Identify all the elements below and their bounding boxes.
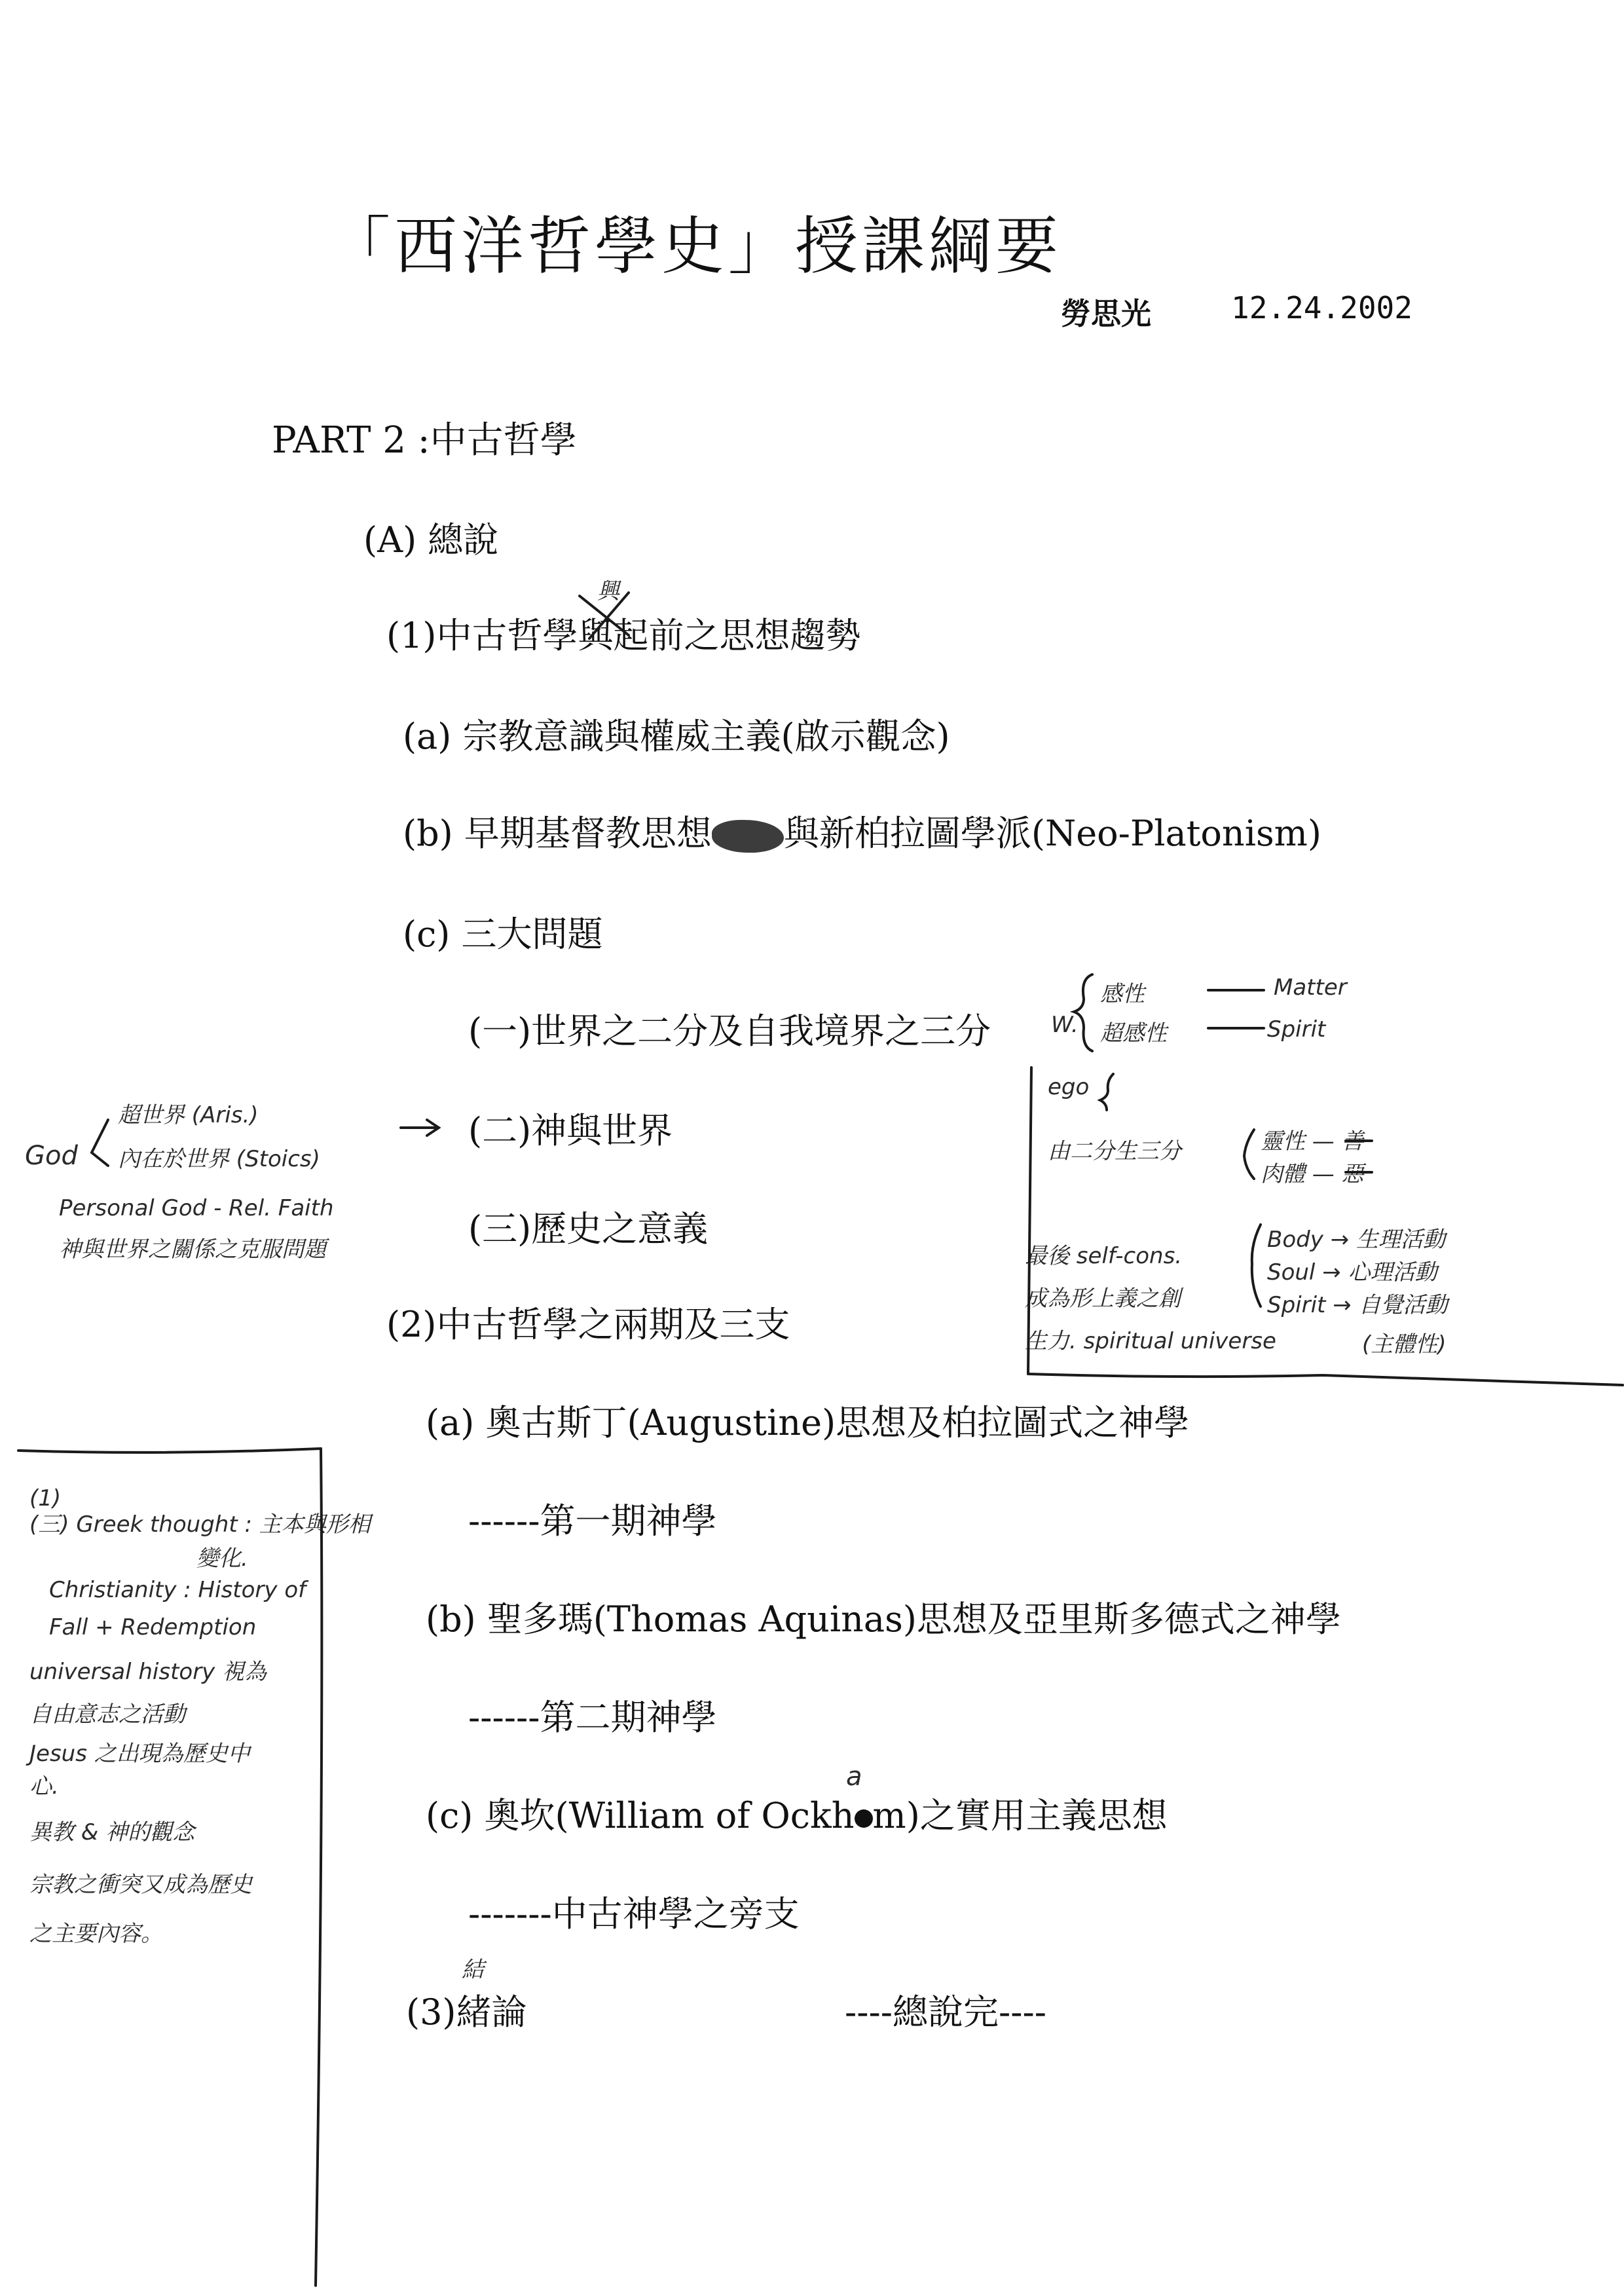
left-note-line: (1) (29, 1485, 62, 1511)
item-2: (2)中古哲學之兩期及三支 (386, 1304, 790, 1345)
left-note-line: Christianity : History of (49, 1577, 306, 1603)
item-2c-correction: a (846, 1762, 862, 1792)
problem-1: (一)世界之二分及自我境界之三分 (468, 1010, 991, 1052)
left-note-line: Jesus 之出現為歷史中 (29, 1741, 250, 1767)
author-name: 勞思光 (1061, 296, 1151, 331)
item-3-correction: 結 (462, 1957, 484, 1983)
item-1: (1)中古哲學與起前之思想趨勢 (386, 615, 861, 656)
body-row: Body → 生理活動 (1267, 1227, 1445, 1253)
left-note-line: 心. (29, 1773, 59, 1800)
problem-2: (二)神與世界 (468, 1110, 673, 1151)
item-3: (3)緒論 (406, 1991, 527, 2033)
w-label: W. (1051, 1012, 1079, 1038)
item-2a-note: ------第一期神學 (468, 1500, 717, 1542)
item-2b-note: ------第二期神學 (468, 1697, 717, 1738)
page-title: 「西洋哲學史」授課綱要 (327, 210, 1062, 283)
w-row2-zh: 超感性 (1100, 1020, 1167, 1046)
item-2a: (a) 奧古斯丁(Augustine)思想及柏拉圖式之神學 (426, 1402, 1190, 1443)
ego-line3: 成為形上義之創 (1025, 1286, 1181, 1312)
problem-3: (三)歷史之意義 (468, 1208, 709, 1250)
item-1a: (a) 宗教意識與權威主義(啟示觀念) (403, 716, 950, 757)
w-row1-zh: 感性 (1100, 981, 1145, 1007)
god-label: God (25, 1141, 78, 1171)
left-note-line: universal history 視為 (29, 1659, 267, 1685)
item-1c: (c) 三大問題 (403, 914, 603, 955)
ego-sub2: 肉體 — 惡 (1261, 1161, 1364, 1187)
soul-row: Soul → 心理活動 (1267, 1259, 1437, 1286)
section-a-heading: (A) 總說 (363, 519, 499, 561)
item-1-correction: 興 (597, 578, 619, 604)
left-note-line: 異教 & 神的觀念 (29, 1819, 195, 1845)
part-heading: PART 2 :中古哲學 (272, 419, 577, 462)
god-world-note: 神與世界之關係之克服問題 (59, 1236, 326, 1263)
item-1b-suffix: 與新柏拉圖學派(Neo-Platonism) (783, 813, 1321, 854)
left-note-line: 自由意志之活動 (29, 1701, 185, 1728)
item-1b-prefix: (b) 早期基督教思想 (403, 813, 712, 854)
item-2c-suffix: m)之實用主義思想 (872, 1795, 1168, 1836)
w-row1-en: Matter (1274, 974, 1347, 1001)
subjectivity-note: (主體性) (1362, 1331, 1447, 1358)
ego-line2: 最後 self-cons. (1025, 1243, 1183, 1269)
item-2c-prefix: (c) 奧坎(William of Ockh (426, 1795, 855, 1836)
left-note-line: (三) Greek thought : 主本與形相 (29, 1511, 371, 1538)
item-2c-note: -------中古神學之旁支 (468, 1893, 800, 1935)
ego-line4: 生力. spiritual universe (1025, 1328, 1276, 1354)
ego-label: ego (1048, 1074, 1090, 1100)
god-row1: 超世界 (Aris.) (118, 1102, 259, 1128)
spirit-row: Spirit → 自覺活動 (1267, 1292, 1448, 1318)
left-note-line: Fall + Redemption (49, 1614, 257, 1640)
w-row2-en: Spirit (1267, 1016, 1326, 1043)
document-date: 12.24.2002 (1231, 290, 1412, 325)
item-2b: (b) 聖多瑪(Thomas Aquinas)思想及亞里斯多德式之神學 (426, 1599, 1341, 1640)
left-note-line: 變化. (196, 1546, 248, 1572)
ego-line1: 由二分生三分 (1048, 1138, 1181, 1164)
left-note-line: 宗教之衝突又成為歷史 (29, 1872, 252, 1898)
personal-god-note: Personal God - Rel. Faith (59, 1195, 334, 1221)
god-row2: 內在於世界 (Stoics) (118, 1146, 320, 1172)
ego-sub1: 靈性 — 善 (1261, 1128, 1364, 1155)
end-note: ----總說完---- (845, 1991, 1046, 2033)
left-note-line: 之主要內容。 (29, 1921, 163, 1947)
